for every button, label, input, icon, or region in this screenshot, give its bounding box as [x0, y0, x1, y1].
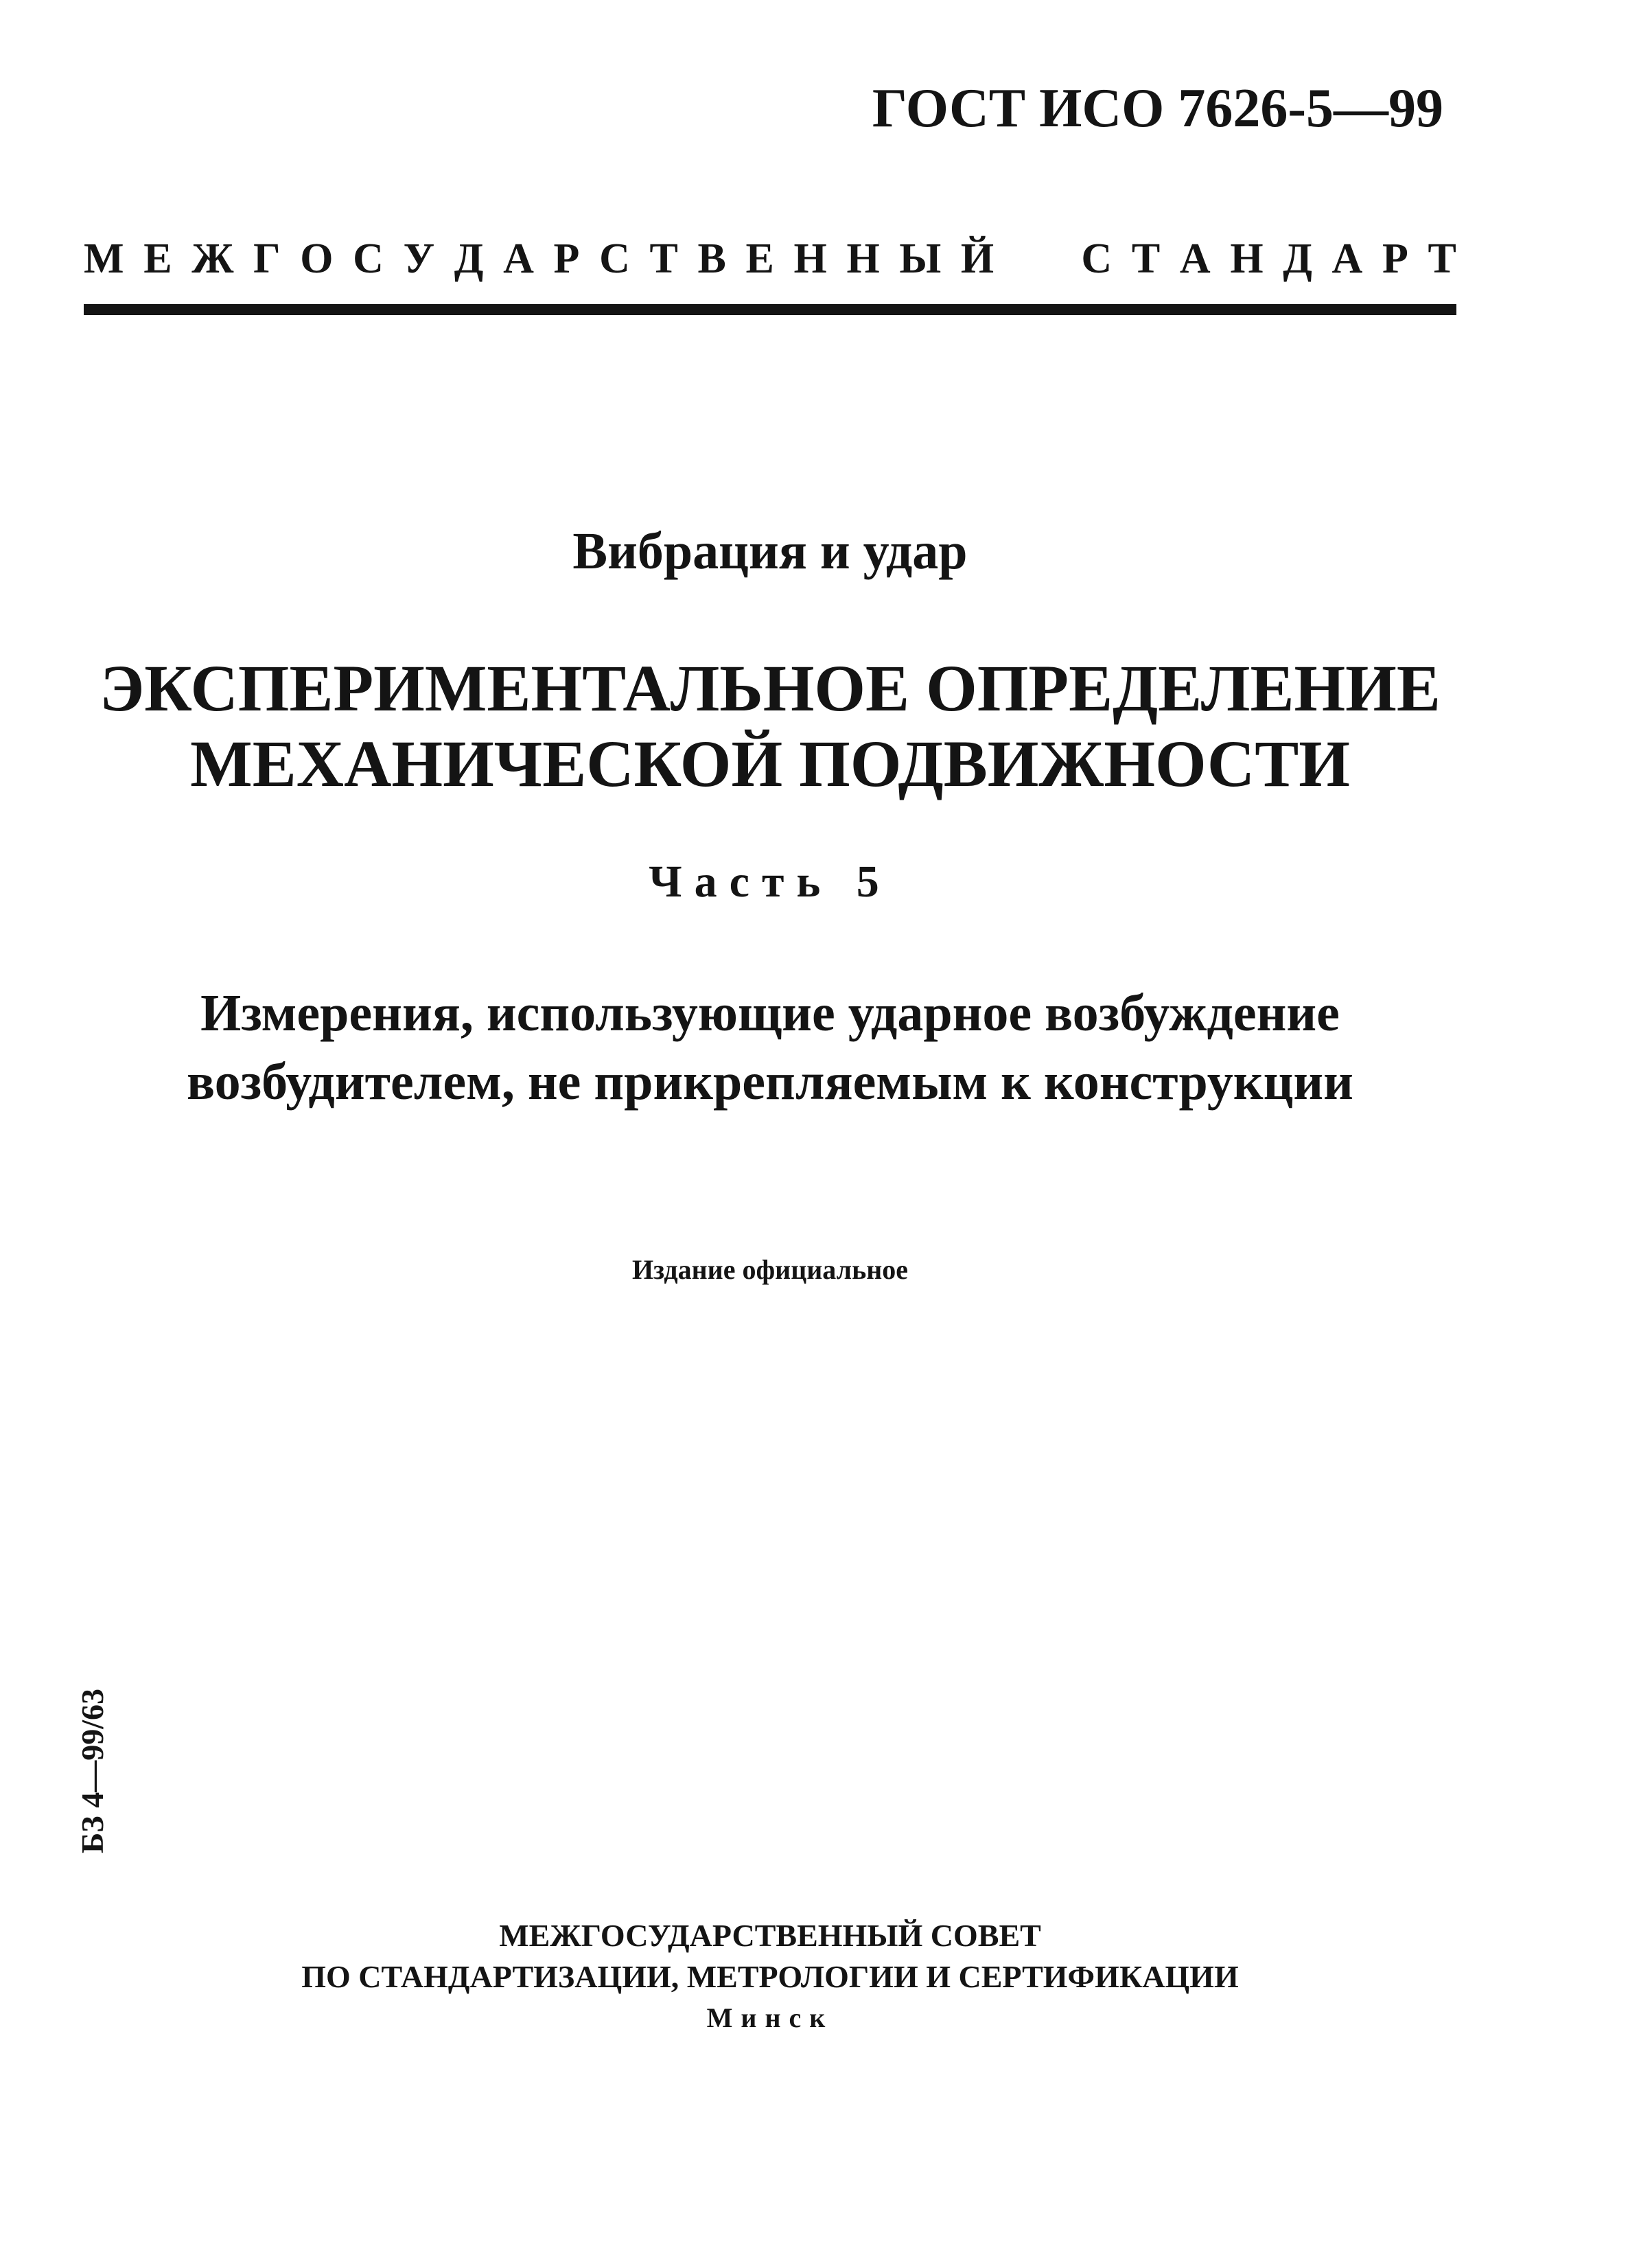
- standard-type-letter: Р: [1382, 235, 1408, 282]
- standard-type-letter: Ж: [191, 235, 234, 282]
- main-title-line: ЭКСПЕРИМЕНТАЛЬНОЕ ОПРЕДЕЛЕНИЕ: [100, 651, 1441, 725]
- standard-type-letter: О: [300, 235, 334, 282]
- publisher-block: [84, 1915, 1456, 2039]
- publisher-line: МЕЖГОСУДАРСТВЕННЫЙ СОВЕТ: [499, 1918, 1041, 1953]
- standard-type-letter: Т: [649, 235, 678, 282]
- standard-type-letter: С: [353, 235, 384, 282]
- standard-type-letter: Н: [846, 235, 880, 282]
- main-title-line: МЕХАНИЧЕСКОЙ ПОДВИЖНОСТИ: [190, 727, 1350, 800]
- publisher-line: ПО СТАНДАРТИЗАЦИИ, МЕТРОЛОГИИ И СЕРТИФИКАЦИИ: [301, 1959, 1239, 1994]
- category-title: Вибрация и удар: [572, 522, 968, 580]
- standard-type-letter: Н: [1230, 235, 1264, 282]
- standard-type-letter: А: [1331, 235, 1363, 282]
- publisher-city: Минск: [706, 2002, 834, 2033]
- part-label: Часть 5: [649, 857, 892, 907]
- subtitle: [84, 979, 1456, 1116]
- standard-type-letter: У: [403, 235, 435, 282]
- standard-type-letter: Т: [1428, 235, 1456, 282]
- standard-type-letter: Ы: [899, 235, 942, 282]
- header-divider: [84, 304, 1456, 315]
- standard-type-letter: Д: [454, 235, 484, 282]
- standard-type-letter: Е: [143, 235, 172, 282]
- standard-type-letter: А: [503, 235, 534, 282]
- standard-type-heading: [84, 235, 1456, 282]
- standard-type-letter: Й: [960, 235, 994, 282]
- subtitle-line: возбудителем, не прикрепляемым к конструкции: [187, 1053, 1353, 1111]
- edition-note: Издание официальное: [631, 1254, 909, 1285]
- standard-type-letter: С: [1081, 235, 1113, 282]
- standard-type-letter: Е: [745, 235, 774, 282]
- standard-type-letter: Д: [1283, 235, 1312, 282]
- standard-type-letter: В: [697, 235, 726, 282]
- standard-type-letter: С: [599, 235, 630, 282]
- standard-type-letter: Р: [553, 235, 580, 282]
- standard-type-letter: Т: [1131, 235, 1161, 282]
- side-code: БЗ 4—99/63: [75, 1689, 110, 1853]
- main-title: [84, 651, 1456, 802]
- standard-type-word-gap: [1014, 238, 1062, 280]
- standard-type-letter: Г: [253, 235, 281, 282]
- subtitle-line: Измерения, использующие ударное возбуждение: [200, 984, 1340, 1042]
- standard-type-letter: А: [1179, 235, 1211, 282]
- standard-type-letter: Н: [793, 235, 827, 282]
- standard-type-letter: М: [84, 235, 124, 282]
- document-id: ГОСТ ИСО 7626-5—99: [872, 78, 1443, 139]
